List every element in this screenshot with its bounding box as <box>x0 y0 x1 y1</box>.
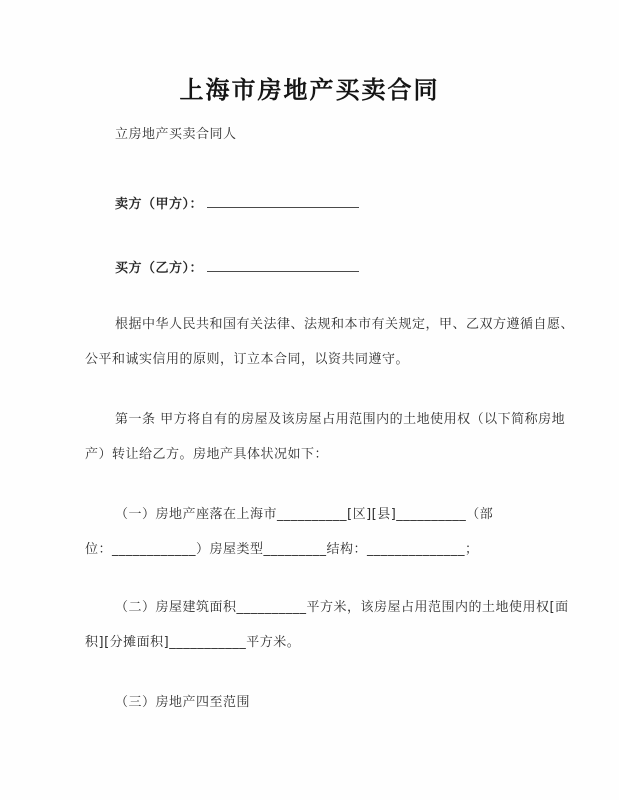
article1-line-2: 产）转让给乙方。房地产具体状况如下： <box>85 447 329 462</box>
seller-row <box>115 193 359 214</box>
preamble-line-2: 公平和诚实信用的原则，订立本合同，以资共同遵守。 <box>85 352 410 367</box>
buyer-name-blank-field <box>207 257 359 272</box>
article1-line-1: 第一条 甲方将自有的房屋及该房屋占用范围内的土地使用权（以下简称房地 <box>115 412 566 427</box>
article1-item2-line-2: 积][分摊面积]___________平方米。 <box>85 635 301 650</box>
buyer-row <box>115 257 359 278</box>
contract-parties-opening-line: 立房地产买卖合同人 <box>115 127 237 142</box>
article1-item3-line-1: （三）房地产四至范围 <box>115 695 251 710</box>
contract-title: 上海市房地产买卖合同 <box>179 76 440 104</box>
seller-label: 卖方（甲方）： <box>115 197 204 212</box>
preamble-line-1: 根据中华人民共和国有关法律、法规和本市有关规定，甲、乙双方遵循自愿、 <box>115 317 575 332</box>
article1-item1-line-2: 位：____________）房屋类型_________结构：______________； <box>85 542 479 557</box>
article1-item1-line-1: （一）房地产座落在上海市__________[区][县]__________（部 <box>115 507 494 522</box>
article1-item2-line-1: （二）房屋建筑面积__________平方米，该房屋占用范围内的土地使用权[面 <box>115 600 569 615</box>
seller-name-blank-field <box>207 193 359 208</box>
buyer-label: 买方（乙方）： <box>115 261 204 276</box>
